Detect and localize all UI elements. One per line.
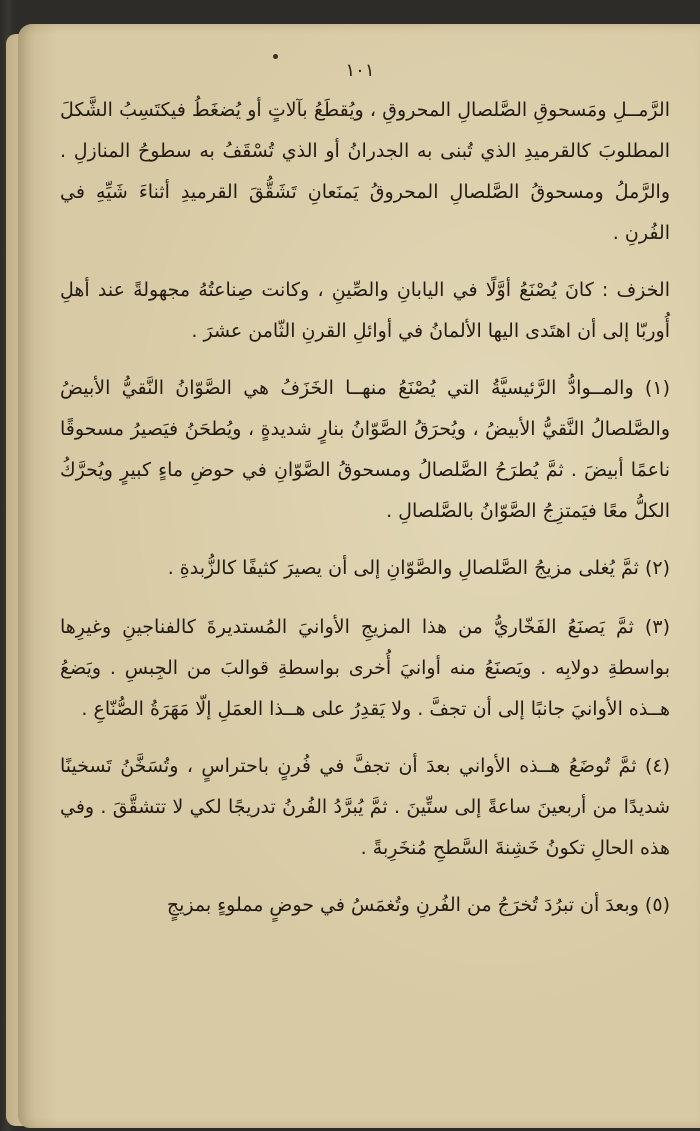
paragraph-2: الخزف : كانَ يُصْنَعُ أوَّلًا في اليابانِ والصِّينِ ، وكانت صِناعتُهُ مجهولةً عند أهلِ أُوربّا إلى أن اهتَدى اليها الألمانُ في أوائلِ القرنِ الثّامن عشرَ . [60,279,670,342]
paragraph-5: (٣) ثمَّ يَصنَعُ الفَخّاريُّ من هذا المزيجِ الأوانيَ المُستديرةَ كالفناجينِ وغيرِها بواسطةِ دولابِه . ويَصنَعُ منه أوانيَ أُخرى بواسطةِ قوالبَ من الجِبسِ . ويَضعُ هــذه الأوانيَ جانبًا إلى أن تجفَّ . ولا يَقدِرُ على هــذا العمَلِ إلّا مَهَرَةُ الصُّنّاعِ . [60,616,670,720]
paragraph-4: (٢) ثمَّ يُغلى مزيجُ الصَّلصالِ والصَّوّانِ إلى أن يصيرَ كثيفًا كالزُّبدةِ . [167,557,670,579]
paragraph-6: (٤) ثمَّ تُوضَعُ هــذه الأواني بعدَ أن تجفَّ في فُرنٍ باحتراسٍ ، وتُسَخَّنُ تَسخينًا شديدًا من أربعينَ ساعةً إلى ستِّينَ . ثمَّ يُبرَّدُ الفُرنُ تدريجًا لكي لا تتشقَّقَ . وفي هذه الحالِ تكونُ خَشِنةَ السَّطحِ مُنخَرِبةً . [60,755,670,859]
page-body-text [60,90,670,942]
page-number: ١٠١ [345,60,375,81]
paragraph-7: (٥) وبعدَ أن تبرُدَ تُخرَجُ من الفُرنِ وتُغمَسُ في حوضٍ مملوءٍ بمزيجٍ [166,894,670,916]
paragraph-3: (١) والمــوادُّ الرَّئيسيَّةُ التي يُصْنَعُ منهــا الخَزَفُ هي الصَّوّانُ النَّقيُّ الأبيضُ والصَّلصالُ النَّقيُّ الأبيضُ ، ويُحرَقُ الصَّوّانُ بنارٍ شديدةٍ ، ويُطحَنُ فيَصيرُ مسحوقًا ناعمًا أبيضَ . ثمَّ يُطرَحُ الصَّلصالُ ومسحوقُ الصَّوّانِ في حوضِ ماءٍ كبيرٍ ويُحرَّكُ الكلُّ معًا فيَمتزِجُ الصَّوّانُ بالصَّلصالِ . [60,377,670,522]
ink-dot [273,54,278,59]
paragraph-1: الرَّمــلِ ومَسحوقِ الصَّلصالِ المحروقِ ، ويُقطَعُ بآلاتٍ أو يُضغَطُ فيكتَسِبُ الشَّكلَ المطلوبَ كالقرميدِ الذي تُبنى به الجدرانُ أو الذي تُسْقَفُ به سطوحُ المنازلِ . والرَّملُ ومسحوقُ الصَّلصالِ المحروقُ يَمنَعانِ تَشَقُّقَ القرميدِ أثناءَ شَيِّهِ في الفُرنِ . [60,99,670,244]
